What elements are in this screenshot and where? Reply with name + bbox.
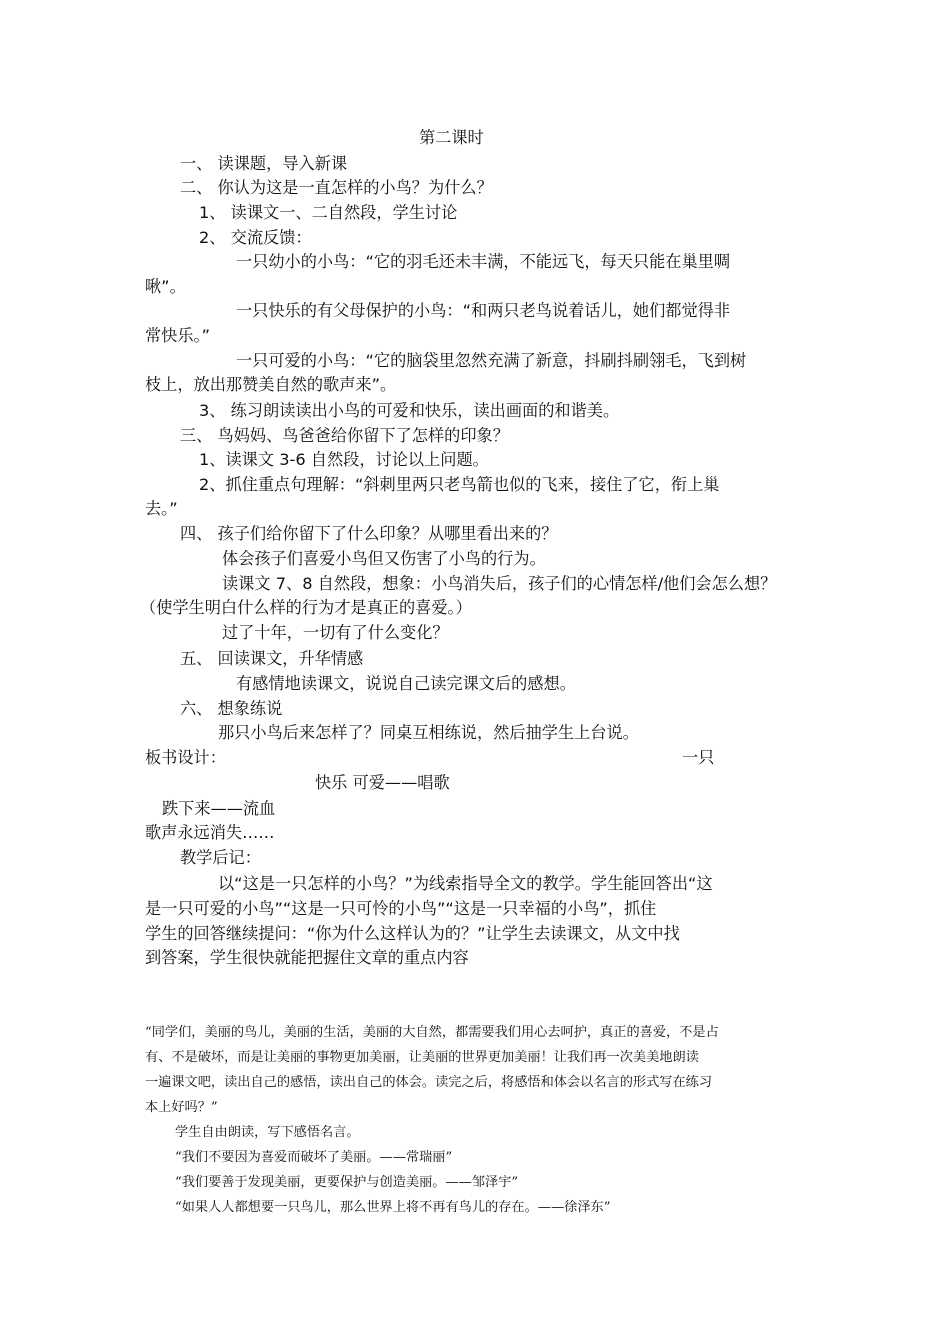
board-design-line: 跌下来——流血 bbox=[162, 799, 276, 818]
text-line: 一只快乐的有父母保护的小鸟：“和两只老鸟说着话儿，她们都觉得非 bbox=[236, 301, 731, 320]
board-design-top: 一只 bbox=[682, 748, 715, 767]
text-line: 那只小鸟后来怎样了？同桌互相练说，然后抽学生上台说。 bbox=[218, 723, 639, 742]
text-line: 到答案，学生很快就能把握住文章的重点内容 bbox=[145, 948, 469, 967]
text-line: 是一只可爱的小鸟”“这是一只可怜的小鸟”“这是一只幸福的小鸟”，抓住 bbox=[145, 899, 657, 918]
text-line: 枝上，放出那赞美自然的歌声来”。 bbox=[145, 375, 397, 394]
text-line: 去。” bbox=[145, 499, 178, 518]
text-line: 学生的回答继续提问：“你为什么这样认为的？”让学生去读课文，从文中找 bbox=[145, 924, 680, 943]
quote-line: “我们要善于发现美丽，更要保护与创造美丽。——邹泽宇” bbox=[175, 1175, 519, 1190]
quote-paragraph-line: 有、不是破坏，而是让美丽的事物更加美丽，让美丽的世界更加美丽！让我们再一次美美地朗读 bbox=[145, 1050, 699, 1065]
text-line: 有感情地读课文，说说自己读完课文后的感想。 bbox=[236, 674, 576, 693]
board-design-line: 快乐 可爱——唱歌 bbox=[315, 773, 450, 792]
item-2-2: 2、 交流反馈： bbox=[199, 228, 312, 247]
text-line: 常快乐。” bbox=[145, 326, 211, 345]
text-line: （使学生明白什么样的行为才是真正的喜爱。） bbox=[140, 598, 472, 617]
text-line: 体会孩子们喜爱小鸟但又伤害了小鸟的行为。 bbox=[222, 549, 546, 568]
text-line: 学生自由朗读，写下感悟名言。 bbox=[175, 1125, 360, 1140]
section-1: 一、 读课题，导入新课 bbox=[180, 154, 348, 173]
text-line: 一只幼小的小鸟：“它的羽毛还未丰满，不能远飞，每天只能在巢里啁 bbox=[236, 252, 731, 271]
text-line: 过了十年，一切有了什么变化？ bbox=[222, 623, 449, 642]
board-design-label: 板书设计： bbox=[145, 748, 226, 767]
text-line: 啾”。 bbox=[145, 277, 186, 296]
section-3: 三、 鸟妈妈、鸟爸爸给你留下了怎样的印象？ bbox=[180, 426, 509, 445]
section-4: 四、 孩子们给你留下了什么印象？从哪里看出来的？ bbox=[180, 524, 558, 543]
page-title: 第二课时 bbox=[419, 128, 484, 147]
section-6: 六、 想象练说 bbox=[180, 699, 283, 718]
item-3-1: 1、读课文 3-6 自然段，讨论以上问题。 bbox=[199, 450, 489, 469]
teaching-notes-label: 教学后记： bbox=[180, 848, 261, 867]
text-line: 以“这是一只怎样的小鸟？”为线索指导全文的教学。学生能回答出“这 bbox=[218, 874, 713, 893]
quote-paragraph-line: 本上好吗？” bbox=[145, 1100, 218, 1115]
item-3-2: 2、抓住重点句理解：“斜刺里两只老鸟箭也似的飞来，接住了它，衔上巢 bbox=[199, 475, 720, 494]
quote-paragraph-line: 一遍课文吧，读出自己的感悟，读出自己的体会。读完之后，将感悟和体会以名言的形式写在练习 bbox=[145, 1075, 713, 1090]
text-line: 一只可爱的小鸟：“它的脑袋里忽然充满了新意，抖刷抖刷翎毛，飞到树 bbox=[236, 351, 747, 370]
board-design-line: 歌声永远消失…… bbox=[145, 823, 275, 842]
quote-line: “如果人人都想要一只鸟儿，那么世界上将不再有鸟儿的存在。——徐泽东” bbox=[175, 1200, 611, 1215]
section-2: 二、 你认为这是一直怎样的小鸟？为什么？ bbox=[180, 178, 493, 197]
item-2-1: 1、 读课文一、二自然段，学生讨论 bbox=[199, 203, 458, 222]
section-5: 五、 回读课文，升华情感 bbox=[180, 649, 364, 668]
text-line: 读课文 7、8 自然段，想象：小鸟消失后，孩子们的心情怎样/他们会怎么想？ bbox=[222, 574, 777, 593]
quote-line: “我们不要因为喜爱而破坏了美丽。——常瑞丽” bbox=[175, 1150, 453, 1165]
item-2-3: 3、 练习朗读读出小鸟的可爱和快乐，读出画面的和谐美。 bbox=[199, 401, 620, 420]
quote-paragraph-line: “同学们，美丽的鸟儿，美丽的生活，美丽的大自然，都需要我们用心去呵护，真正的喜爱，不是占 bbox=[145, 1025, 719, 1040]
